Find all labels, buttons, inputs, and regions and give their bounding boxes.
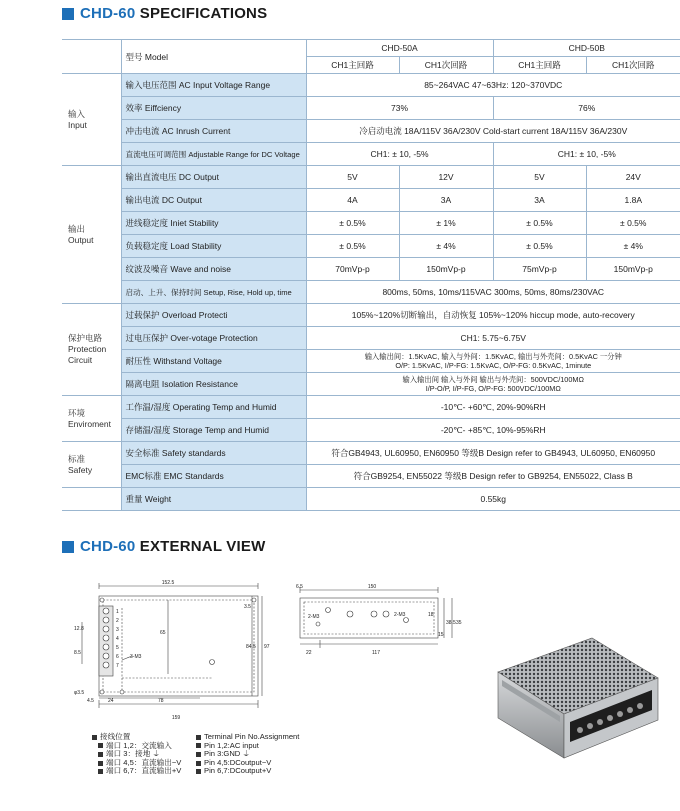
bullet-icon <box>98 743 103 748</box>
row-value: 4A <box>306 189 399 212</box>
dim2-h385: 38.5 <box>446 620 456 626</box>
dim2-117: 117 <box>372 650 380 656</box>
dim-bottom: 159 <box>171 715 181 721</box>
dim2-m3a: 2-M3 <box>308 614 320 620</box>
legend-item: 端口 1,2：交流输入 <box>106 740 172 750</box>
row-label: 直流电压可调范围 Adjustable Range for DC Voltage <box>121 143 306 166</box>
bullet-icon <box>196 752 201 757</box>
top-view-drawing <box>72 578 272 724</box>
bullet-icon <box>98 752 103 757</box>
dim-hole: 3-M3 <box>130 654 142 660</box>
row-value: 70mVp-p <box>306 258 399 281</box>
table-row <box>62 327 680 350</box>
row-value: 符合GB9254, EN55022 等级B Design refer to GB9254, EN55022, Class B <box>306 465 680 488</box>
table-row <box>62 419 680 442</box>
row-value: 150mVp-p <box>399 258 493 281</box>
row-value: 105%~120%切断输出，自动恢复 105%~120% hiccup mode, auto-recovery <box>306 304 680 327</box>
model-a: CHD-50A <box>306 40 493 57</box>
bullet-icon <box>196 769 201 774</box>
legend-title: 接线位置 <box>100 732 131 741</box>
legend-item: 端口 6,7：直流输出+V <box>106 766 182 776</box>
dim-top: 152.5 <box>161 580 175 586</box>
table-row <box>62 396 680 419</box>
table-row <box>62 488 680 511</box>
pin-label: 7 <box>116 663 119 669</box>
legend-item: Pin 1,2:AC input <box>204 740 259 750</box>
view-title: CHD-60 EXTERNAL VIEW <box>80 538 266 555</box>
table-row <box>62 74 680 97</box>
legend-item: Pin 4,5:DCoutput−V <box>204 757 272 767</box>
heading-square-icon <box>62 541 74 553</box>
row-value: ± 0.5% <box>306 212 399 235</box>
table-row <box>62 189 680 212</box>
legend-item: Pin 3:GND ⏚ <box>204 749 250 759</box>
row-label: 启动、上升、保持时间 Setup, Rise, Hold up, time <box>121 281 306 304</box>
bullet-icon <box>196 743 201 748</box>
side-view-drawing <box>288 580 468 656</box>
dim-b1: 4.5 <box>87 698 94 704</box>
ch-header: CH1次回路 <box>586 57 680 74</box>
row-value: 0.55kg <box>306 488 680 511</box>
row-value: 冷启动电流 18A/115V 36A/230V Cold-start current 18A/115V 36A/230V <box>306 120 680 143</box>
table-row <box>62 465 680 488</box>
table-row <box>62 281 680 304</box>
row-label: 纹波及噪音 Wave and noise <box>121 258 306 281</box>
row-label: EMC标准 EMC Standards <box>121 465 306 488</box>
row-value: 3A <box>493 189 586 212</box>
row-value: 3A <box>399 189 493 212</box>
dim2-h15: 15 <box>438 632 444 638</box>
pin-label: 3 <box>116 627 119 633</box>
category-input: 输入 Input <box>62 74 121 166</box>
table-row <box>62 235 680 258</box>
row-value: 73% <box>306 97 493 120</box>
row-label: 输入电压范围 AC Input Voltage Range <box>121 74 306 97</box>
row-value: 24V <box>586 166 680 189</box>
table-row <box>62 212 680 235</box>
bullet-icon <box>98 769 103 774</box>
row-value: 85~264VAC 47~63Hz: 120~370VDC <box>306 74 680 97</box>
pin-label: 4 <box>116 636 119 642</box>
row-value: 输入输出间 输入与外间 输出与外壳间：500VDC/100MΩ I/P-O/P, I/P-FG, O/P-FG: 500VDC/100MΩ <box>306 373 680 396</box>
legend-cn <box>92 733 181 776</box>
row-value: ± 0.5% <box>306 235 399 258</box>
model-label: 型号 Model <box>121 40 306 74</box>
bullet-icon <box>196 761 201 766</box>
pin-label: 5 <box>116 645 119 651</box>
row-value: ± 1% <box>399 212 493 235</box>
row-label: 冲击电流 AC Inrush Current <box>121 120 306 143</box>
dim-r1: 3.5 <box>244 604 251 610</box>
table-row <box>62 373 680 396</box>
dim2-h18: 18 <box>428 612 434 618</box>
row-value: 76% <box>493 97 680 120</box>
dim-left1: 12.8 <box>74 626 84 632</box>
dim-b3: 78 <box>158 698 164 704</box>
row-label: 重量 Weight <box>121 488 306 511</box>
row-label: 过载保护 Overload Protecti <box>121 304 306 327</box>
row-value: ± 4% <box>586 235 680 258</box>
row-label: 隔离电阻 Isolation Resistance <box>121 373 306 396</box>
row-value: 5V <box>493 166 586 189</box>
row-value: 150mVp-p <box>586 258 680 281</box>
row-value: 75mVp-p <box>493 258 586 281</box>
row-label: 负载稳定度 Load Stability <box>121 235 306 258</box>
category-env: 环境 Enviroment <box>62 396 121 442</box>
legend-en <box>196 733 299 776</box>
row-value: -20℃- +85℃, 10%-95%RH <box>306 419 680 442</box>
row-label: 效率 Eiffciency <box>121 97 306 120</box>
row-value: CH1: ± 10, -5% <box>493 143 680 166</box>
row-value: 输入输出间：1.5KvAC, 输入与外间：1.5KvAC, 输出与外壳间：0.5KvAC 一分钟 O/P: 1.5KvAC, I/P-FG: 1.5KvAC, O/P-FG: 0.5KvAC, 1minute <box>306 350 680 373</box>
category-protection: 保护电路 Protection Circuit <box>62 304 121 396</box>
row-label: 过电压保护 Over-votage Protection <box>121 327 306 350</box>
row-value: 符合GB4943, UL60950, EN60950 等级B Design refer to GB4943, UL60950, EN60950 <box>306 442 680 465</box>
ch-header: CH1主回路 <box>306 57 399 74</box>
dim2-h35: 35 <box>456 620 462 626</box>
table-row <box>62 442 680 465</box>
category-output: 输出 Output <box>62 166 121 304</box>
table-row <box>62 350 680 373</box>
row-label: 进线稳定度 Iniet Stability <box>121 212 306 235</box>
row-value: 1.8A <box>586 189 680 212</box>
bullet-icon <box>98 761 103 766</box>
row-label: 工作温/湿度 Operating Temp and Humid <box>121 396 306 419</box>
pin-label: 1 <box>116 609 119 615</box>
pin-label: 6 <box>116 654 119 660</box>
row-value: ± 0.5% <box>493 212 586 235</box>
dim-left3: 8.5 <box>74 650 81 656</box>
row-value: CH1: ± 10, -5% <box>306 143 493 166</box>
row-value: CH1: 5.75~6.75V <box>306 327 680 350</box>
dim2-left: 6.5 <box>296 584 303 590</box>
row-value: ± 0.5% <box>493 235 586 258</box>
category-safety: 标准 Safety <box>62 442 121 488</box>
row-label: 输出电流 DC Output <box>121 189 306 212</box>
legend-item: Pin 6,7:DCoutput+V <box>204 766 272 776</box>
row-label: 存储温/湿度 Storage Temp and Humid <box>121 419 306 442</box>
table-row <box>62 40 680 57</box>
row-value: -10℃- +60℃, 20%-90%RH <box>306 396 680 419</box>
dim2-top: 150 <box>367 584 377 590</box>
table-row <box>62 258 680 281</box>
spec-title: CHD-60 SPECIFICATIONS <box>80 5 268 22</box>
row-value: 5V <box>306 166 399 189</box>
dim-r2: 84.5 <box>246 644 256 650</box>
row-value: ± 4% <box>399 235 493 258</box>
pin-label: 2 <box>116 618 119 624</box>
table-row <box>62 120 680 143</box>
spec-table <box>62 39 680 511</box>
dim-b2: 24 <box>108 698 114 704</box>
dim-r3: 97 <box>264 644 270 650</box>
row-value: ± 0.5% <box>586 212 680 235</box>
row-label: 耐压性 Withstand Voltage <box>121 350 306 373</box>
model-b: CHD-50B <box>493 40 680 57</box>
dim2-22: 22 <box>306 650 312 656</box>
ch-header: CH1主回路 <box>493 57 586 74</box>
product-photo <box>488 632 664 764</box>
legend-item: 端口 3：接地 ⏚ <box>106 749 161 759</box>
row-value: 12V <box>399 166 493 189</box>
view-heading <box>62 538 265 555</box>
table-row <box>62 143 680 166</box>
spec-heading <box>62 5 267 22</box>
table-row <box>62 166 680 189</box>
legend-square-icon <box>196 735 201 740</box>
legend-item: 端口 4,5：直流输出−V <box>106 757 182 767</box>
ch-header: CH1次回路 <box>399 57 493 74</box>
legend-title: Terminal Pin No.Assignment <box>204 732 300 741</box>
row-value: 800ms, 50ms, 10ms/115VAC 300ms, 50ms, 80ms/230VAC <box>306 281 680 304</box>
table-row <box>62 304 680 327</box>
table-row <box>62 97 680 120</box>
dim2-m3b: 2-M3 <box>394 612 406 618</box>
row-label: 安全标准 Safety standards <box>121 442 306 465</box>
dim-v65: 65 <box>160 630 166 636</box>
legend-square-icon <box>92 735 97 740</box>
heading-square-icon <box>62 8 74 20</box>
row-label: 输出直流电压 DC Output <box>121 166 306 189</box>
dim-hole2: φ3.5 <box>74 690 85 696</box>
